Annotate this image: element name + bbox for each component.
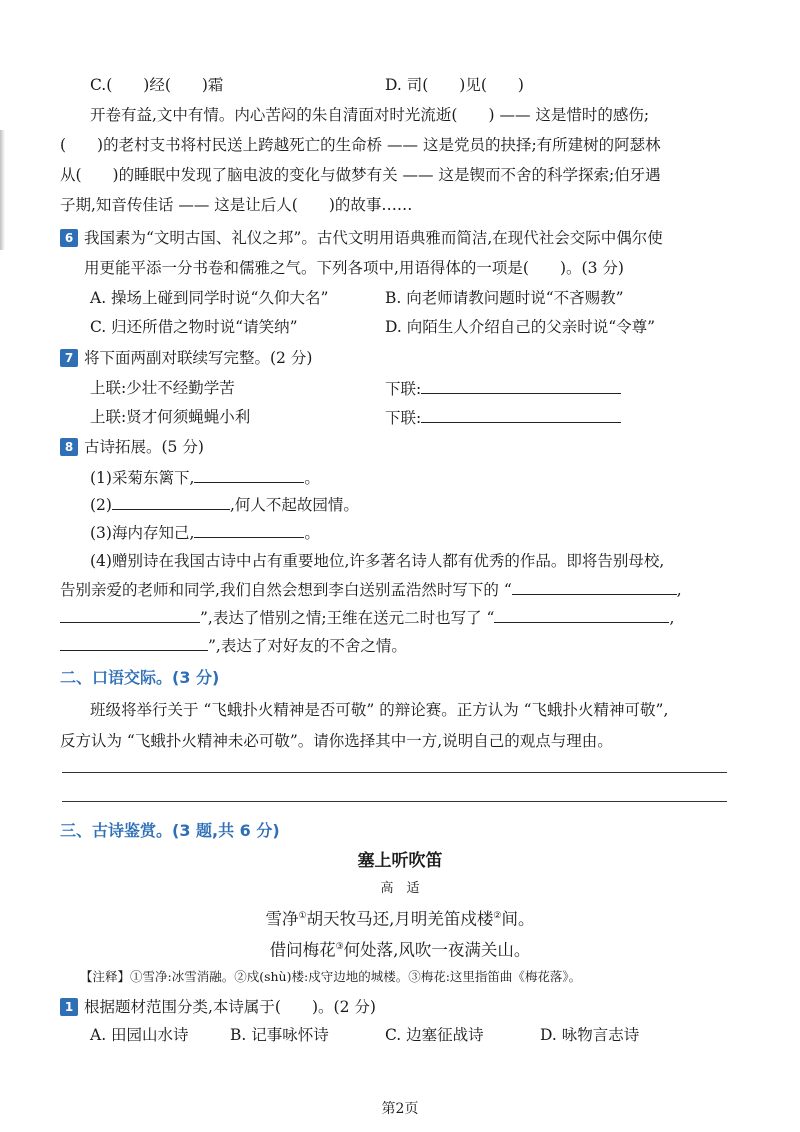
answer-blank[interactable] [60, 634, 208, 651]
poem-text: 胡天牧马还,月明羌笛戍楼 [306, 909, 494, 929]
q8-stem-line [60, 436, 204, 458]
q7-couplet2-upper: 上联:贤才何须蝇蝇小利 [90, 408, 251, 426]
q1-option-b: B. 记事咏怀诗 [230, 1026, 329, 1044]
q8-item4-line1: (4)赠别诗在我国古诗中占有重要地位,许多著名诗人都有优秀的作品。即将告别母校, [90, 552, 665, 570]
answer-line[interactable] [62, 772, 727, 773]
note-marker: ③ [335, 942, 344, 952]
q1-option-c: C. 边塞征战诗 [385, 1026, 484, 1044]
answer-blank[interactable] [60, 606, 200, 623]
q5-para-line3: 从( )的睡眠中发现了脑电波的变化与做梦有关 —— 这是锲而不舍的科学探索;伯牙遇 [60, 166, 661, 184]
poem-line2 [200, 936, 600, 962]
q8-item4-text4: ”,表达了对好友的不舍之情。 [208, 637, 407, 655]
page-number: 第2页 [381, 1101, 419, 1117]
q8-item2-end: ,何人不起故园情。 [229, 496, 359, 514]
q6-option-a: A. 操场上碰到同学时说“久仰大名” [90, 289, 329, 307]
q8-item4-comma2: , [669, 609, 675, 627]
q8-item1 [90, 466, 320, 489]
sec2-line2: 反方认为 “飞蛾扑火精神未必可敬”。请你选择其中一方,说明自己的观点与理由。 [60, 732, 613, 750]
question-number-badge: 1 [60, 998, 78, 1016]
section-title-poem: 三、古诗鉴赏。(3 题,共 6 分) [60, 821, 280, 840]
q6-stem-text1: 我国素为“文明古国、礼仪之邦”。古代文明用语典雅而简洁,在现代社会交际中偶尔使 [84, 229, 663, 247]
q8-item4-line3 [60, 606, 674, 629]
q5-option-d: D. 司( )见( ) [385, 76, 524, 94]
answer-blank[interactable] [194, 521, 304, 538]
question-number-badge: 7 [60, 349, 78, 367]
poem-author: 高 适 [380, 881, 420, 896]
poem-title: 塞上听吹笛 [357, 851, 443, 871]
question-number-badge: 6 [60, 229, 78, 247]
answer-blank[interactable] [194, 466, 304, 483]
question-number-badge: 8 [60, 438, 78, 456]
q7-couplet1-lower [385, 377, 621, 400]
lower-label: 下联: [385, 409, 422, 427]
q8-item4-comma: , [676, 581, 682, 599]
note-marker: ① [298, 911, 307, 921]
q6-stem-line1 [60, 227, 663, 249]
page-edge-shadow [0, 130, 5, 250]
q6-option-d: D. 向陌生人介绍自己的父亲时说“令尊” [385, 318, 656, 336]
q8-item2 [90, 493, 359, 516]
q7-couplet2-lower [385, 406, 621, 429]
q1-option-a: A. 田园山水诗 [90, 1026, 189, 1044]
q8-item1-end: 。 [304, 469, 320, 487]
poem-text: 借问梅花 [269, 940, 336, 960]
q1-option-d: D. 咏物言志诗 [540, 1026, 640, 1044]
q7-stem-text: 将下面两副对联续写完整。(2 分) [84, 349, 313, 367]
poem-text: 间。 [501, 909, 535, 929]
lower-label: 下联: [385, 380, 422, 398]
q8-item3 [90, 521, 320, 544]
q8-stem-text: 古诗拓展。(5 分) [84, 438, 204, 456]
q8-item2-text: (2) [90, 496, 112, 514]
q1-stem-text: 根据题材范围分类,本诗属于( )。(2 分) [84, 998, 376, 1016]
q8-item1-text: (1)采菊东篱下, [90, 469, 195, 487]
answer-blank[interactable] [512, 578, 677, 595]
answer-blank[interactable] [421, 406, 621, 423]
q8-item4-line4 [60, 634, 407, 657]
note-marker: ② [493, 911, 502, 921]
q6-option-b: B. 向老师请教问题时说“不吝赐教” [385, 289, 624, 307]
q5-para-line4: 子期,知音传佳话 —— 这是让后人( )的故事…… [60, 196, 413, 214]
q8-item3-text: (3)海内存知己, [90, 524, 195, 542]
q6-stem-line2: 用更能平添一分书卷和儒雅之气。下列各项中,用语得体的一项是( )。(3 分) [84, 259, 624, 277]
answer-line[interactable] [62, 801, 727, 802]
q7-couplet1-upper: 上联:少壮不经勤学苦 [90, 379, 235, 397]
sec2-line1: 班级将举行关于 “飞蛾扑火精神是否可敬” 的辩论赛。正方认为 “飞蛾扑火精神可敬”, [90, 701, 669, 719]
answer-blank[interactable] [421, 377, 621, 394]
q1-stem-line [60, 996, 376, 1018]
poem-text: 何处落,风吹一夜满关山。 [343, 940, 531, 960]
q8-item3-end: 。 [304, 524, 320, 542]
q8-item4-line2 [60, 578, 682, 601]
q7-stem-line [60, 347, 312, 369]
section-title-oral: 二、口语交际。(3 分) [60, 668, 220, 687]
q6-option-c: C. 归还所借之物时说“请笑纳” [90, 318, 298, 336]
poem-text: 雪净 [265, 909, 299, 929]
q8-item4-text2: 告别亲爱的老师和同学,我们自然会想到李白送别孟浩然时写下的 “ [60, 581, 512, 599]
poem-line1 [200, 905, 600, 931]
q5-option-c: C.( )经( )霜 [90, 76, 224, 94]
q5-para-line2: ( )的老村支书将村民送上跨越死亡的生命桥 —— 这是党员的抉择;有所建树的阿瑟林 [60, 136, 661, 154]
answer-blank[interactable] [112, 493, 230, 510]
q5-para-line1: 开卷有益,文中有情。内心苦闷的朱自清面对时光流逝( ) —— 这是惜时的感伤; [90, 106, 650, 124]
poem-notes: 【注释】①雪净:冰雪消融。②戍(shù)楼:戍守边地的城楼。③梅花:这里指笛曲《梅花落》。 [80, 969, 582, 984]
answer-blank[interactable] [494, 606, 669, 623]
q8-item4-text3: ”,表达了惜别之情;王维在送元二时也写了 “ [200, 609, 495, 627]
